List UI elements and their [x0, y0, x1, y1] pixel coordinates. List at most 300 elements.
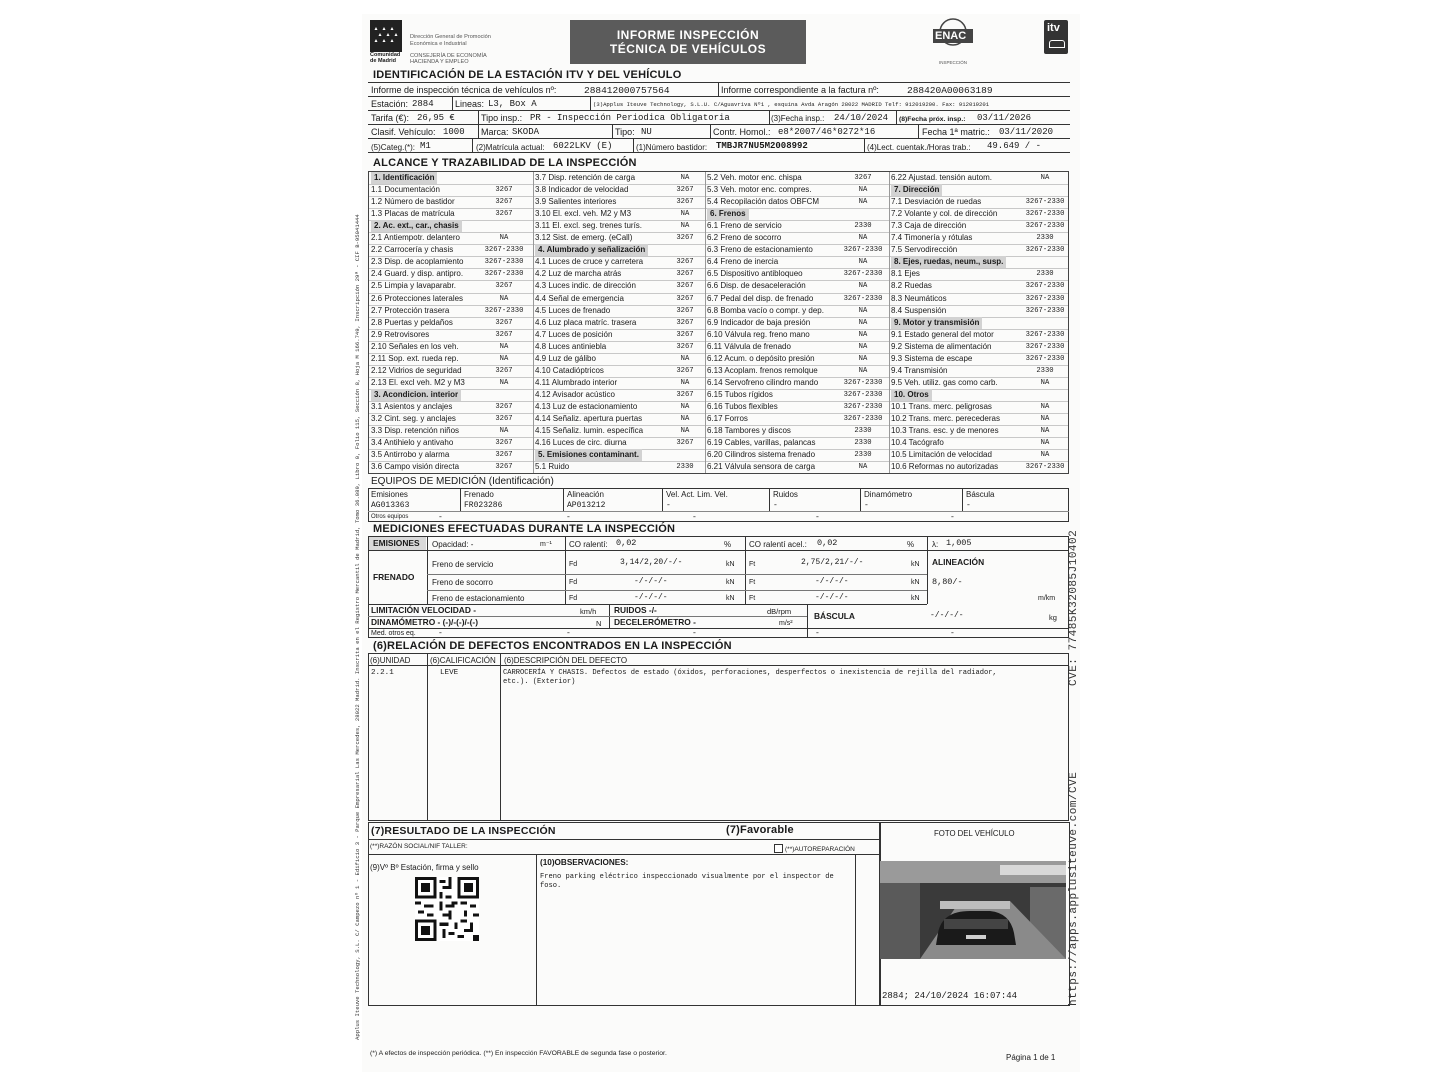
- clasif-value: 1000: [443, 127, 465, 137]
- autorep-label: (**)AUTOREPARACIÓN: [785, 846, 855, 853]
- ruidos-label: RUIDOS -/-: [614, 605, 657, 615]
- scope-item-value: 3267: [676, 198, 694, 207]
- servicio-label: Freno de servicio: [432, 560, 494, 569]
- scope-item: [533, 341, 705, 353]
- co-ralenti-label: CO ralentí:: [569, 540, 608, 549]
- scope-item-value: 3267: [495, 330, 513, 339]
- scope-item-value: NA: [858, 198, 868, 207]
- scope-item: [705, 196, 889, 208]
- co-acel-label: CO ralentí acel.:: [749, 540, 807, 549]
- scope-item-label: 2.13 El. excl veh. M2 y M3: [371, 377, 465, 387]
- scope-item-label: 5.3 Veh. motor enc. compres.: [707, 185, 812, 195]
- scope-item-value: 3267: [495, 463, 513, 472]
- scope-item-value: NA: [1040, 378, 1050, 387]
- eq-otros-label: Otros equipos: [371, 514, 409, 520]
- region-line-2: de Madrid: [370, 58, 396, 64]
- tipo-insp-value: PR - Inspección Periodica Obligatoria: [530, 113, 730, 123]
- scope-item: [533, 365, 705, 377]
- scope-item-label: 4.15 Señaliz. lumin. específica: [535, 426, 644, 436]
- scope-item-label: 2.9 Retrovisores: [371, 329, 430, 339]
- scope-item-value: 3267-2330: [1025, 330, 1065, 339]
- socorro-ft-unit: kN: [911, 579, 920, 586]
- scope-item-value: 3267: [495, 198, 513, 207]
- scope-item: [369, 172, 533, 184]
- scope-item-label: 6.11 Válvula de frenado: [707, 341, 791, 351]
- scope-item-value: 3267: [676, 390, 694, 399]
- scope-item: [369, 208, 533, 220]
- scope-item: [369, 413, 533, 425]
- scope-item: [533, 184, 705, 196]
- scope-item-label: 8.4 Suspensión: [891, 305, 947, 315]
- opacidad-unit: m⁻¹: [540, 541, 552, 548]
- tipo-value: NU: [641, 127, 652, 137]
- matricula-label: (2)Matrícula actual:: [476, 143, 545, 152]
- scope-item: [889, 341, 1068, 353]
- scope-item-label: 3.7 Disp. retención de carga: [535, 173, 636, 182]
- cve-url[interactable]: https://apps.applusiteuve.com/CVE: [1068, 771, 1080, 1006]
- scope-item-value: NA: [858, 463, 868, 472]
- defect-desc-line-2: etc.). (Exterior): [503, 678, 576, 686]
- page-number: Página 1 de 1: [1006, 1053, 1056, 1062]
- scope-item: [369, 184, 533, 196]
- scope-item-value: 3267: [495, 439, 513, 448]
- estac-ft-unit: kN: [911, 595, 920, 602]
- scope-item-label: 4.9 Luz de gálibo: [535, 353, 596, 363]
- scope-item-value: 3267-2330: [484, 270, 524, 279]
- lambda-label: λ:: [932, 540, 939, 549]
- scope-item-label: 10.4 Tacógrafo: [891, 438, 944, 448]
- tarifa-value: 26,95 €: [417, 113, 455, 123]
- scope-item-label: 6. Frenos: [707, 208, 749, 220]
- servicio-fd-value: 3,14/2,20/-/-: [620, 558, 683, 567]
- scope-item-label: 6.15 Tubos rígidos: [707, 389, 773, 399]
- scope-item-value: 3267-2330: [1025, 306, 1065, 315]
- matric-value: 03/11/2020: [999, 127, 1054, 137]
- scope-item-label: 8.2 Ruedas: [891, 281, 932, 291]
- scope-item-label: 3.10 El. excl. veh. M2 y M3: [535, 209, 632, 219]
- scope-item: [889, 461, 1068, 473]
- scope-item-label: 6.4 Freno de inercia: [707, 257, 779, 267]
- med-otros-dash-3: -: [692, 629, 697, 638]
- scope-item: [889, 365, 1068, 377]
- scope-item-value: NA: [499, 234, 509, 243]
- informe-label: Informe de inspección técnica de vehículos nº:: [371, 85, 557, 95]
- scope-item-value: 2330: [1036, 366, 1054, 375]
- scope-item-value: 3267-2330: [1025, 354, 1065, 363]
- scope-item: [533, 220, 705, 232]
- report-banner: [570, 20, 806, 64]
- scope-item-value: 2330: [1036, 270, 1054, 279]
- scope-item-label: 6.16 Tubos flexibles: [707, 401, 778, 411]
- scope-item-value: 2330: [676, 463, 694, 472]
- scope-item-label: 7.1 Desviación de ruedas: [891, 197, 982, 207]
- scope-item-value: 3267: [854, 174, 872, 182]
- scope-item-label: 7. Dirección: [891, 184, 942, 196]
- scope-item-value: NA: [680, 354, 690, 363]
- scope-item-label: 6.12 Acum. o depósito presión: [707, 353, 815, 363]
- scope-item: [705, 461, 889, 473]
- scope-item: [533, 401, 705, 413]
- scope-item: [705, 317, 889, 329]
- eq-otros-dash-5: -: [950, 513, 955, 522]
- eq-otros-dash-2: -: [566, 513, 571, 522]
- autorep-checkbox[interactable]: [774, 844, 783, 853]
- scope-item-value: 3267: [495, 282, 513, 291]
- alineacion-unit: m/km: [1038, 595, 1056, 602]
- col-descripcion: (6)DESCRIPCIÓN DEL DEFECTO: [504, 656, 628, 665]
- scope-item: [705, 401, 889, 413]
- scope-item-value: 3267: [676, 270, 694, 279]
- matric-label: Fecha 1ª matric.:: [922, 127, 990, 137]
- scope-item: [369, 280, 533, 292]
- scope-item: [889, 437, 1068, 449]
- scope-item-label: 9.1 Estado general del motor: [891, 329, 994, 339]
- scope-item-value: NA: [858, 318, 868, 327]
- factura-label: Informe correspondiente a la factura nº:: [721, 85, 879, 95]
- razon-label: (**)RAZÓN SOCIAL/NIF TALLER:: [370, 843, 468, 850]
- scope-item-label: 8. Ejes, ruedas, neum., susp.: [891, 256, 1006, 268]
- scope-item-value: 3267-2330: [843, 270, 883, 279]
- socorro-fd-unit: kN: [726, 579, 735, 586]
- scope-item: [533, 377, 705, 389]
- scope-item-value: 3267-2330: [843, 402, 883, 411]
- marca-value: SKODA: [512, 127, 540, 137]
- scope-item: [889, 220, 1068, 232]
- scope-item-label: 3.4 Antihielo y antivaho: [371, 438, 454, 448]
- scope-item: [533, 208, 705, 220]
- eq-frenado-value: FR023286: [464, 501, 503, 510]
- scope-item-label: 9. Motor y transmisión: [891, 317, 982, 329]
- scope-item: [369, 389, 533, 401]
- co-acel-value: 0,02: [817, 538, 838, 548]
- company-address: (3)Applus Iteuve Technology, S.L.U. C/Aguavriva Nº1 , esquina Avda Aragón 28022 MADRID Telf: 912019200. Fax: 912019201: [593, 101, 990, 108]
- scope-item-value: 3267-2330: [484, 306, 524, 315]
- scope-item: [533, 293, 705, 305]
- org-line-3: CONSEJERÍA DE ECONOMÍA: [410, 53, 487, 59]
- scope-item-label: 6.2 Freno de socorro: [707, 233, 782, 243]
- scope-item: [705, 220, 889, 232]
- scope-item-label: 6.9 Indicador de baja presión: [707, 317, 811, 327]
- enac-logo: [931, 17, 975, 79]
- defect-calificacion: LEVE: [440, 669, 459, 677]
- servicio-fd-unit: kN: [726, 561, 735, 568]
- scope-item-label: 3.3 Disp. retención niños: [371, 426, 460, 436]
- col-calificacion: (6)CALIFICACIÓN: [430, 656, 496, 665]
- scope-item: [533, 196, 705, 208]
- eq-dinamometro-label: Dinamómetro: [864, 490, 913, 499]
- scope-item-label: 7.4 Timonería y rótulas: [891, 233, 973, 243]
- med-frenado-label: FRENADO: [373, 572, 415, 582]
- scope-item-value: 3267: [676, 318, 694, 327]
- scope-item-label: 2.2 Carrocería y chasis: [371, 245, 454, 255]
- dinamo-unit: N: [596, 619, 602, 628]
- scope-item: [889, 389, 1068, 401]
- scope-item: [369, 305, 533, 317]
- scope-item-value: 3267-2330: [1025, 342, 1065, 351]
- scope-item: [533, 268, 705, 280]
- scope-item-label: 1. Identificación: [371, 172, 437, 184]
- scope-item-label: 4. Alumbrado y señalización: [535, 244, 648, 256]
- observaciones-line-2: foso.: [540, 882, 562, 890]
- scope-item-label: 4.2 Luz de marcha atrás: [535, 269, 622, 279]
- scope-item: [369, 232, 533, 244]
- decel-unit: m/s²: [779, 620, 793, 627]
- estac-fd-symbol: Fd: [569, 595, 578, 602]
- scope-item-label: 5.4 Recopilación datos OBFCM: [707, 197, 820, 207]
- cuentak-label: (4)Lect. cuentak./Horas trab.:: [867, 143, 971, 152]
- scope-item: [705, 184, 889, 196]
- scope-item: [369, 244, 533, 256]
- scope-item-label: 2.6 Protecciones laterales: [371, 293, 464, 303]
- scope-item-label: 8.3 Neumáticos: [891, 293, 947, 303]
- lineas-value: L3, Box A: [488, 99, 537, 109]
- scope-item-value: 3267: [676, 234, 694, 243]
- scope-item-label: 1.2 Número de bastidor: [371, 197, 455, 207]
- scope-item-label: 10.5 Limitación de velocidad: [891, 450, 992, 460]
- scope-item-value: 3267-2330: [1025, 222, 1065, 231]
- scope-item: [889, 244, 1068, 256]
- scope-item: [705, 413, 889, 425]
- scope-item-value: 3267: [676, 342, 694, 351]
- resultado-title: (7)RESULTADO DE LA INSPECCIÓN: [371, 825, 556, 837]
- limit-label: LIMITACIÓN VELOCIDAD -: [371, 605, 476, 615]
- fecha-insp-label: (3)Fecha insp.:: [771, 114, 825, 123]
- scope-item-value: NA: [680, 427, 690, 436]
- scope-item-value: NA: [858, 234, 868, 243]
- scope-item-label: 4.4 Señal de emergencia: [535, 293, 624, 303]
- scope-item-label: 9.2 Sistema de alimentación: [891, 341, 992, 351]
- scope-item-value: NA: [680, 222, 690, 231]
- scope-item-label: 5. Emisiones contaminant.: [535, 449, 642, 461]
- scope-item: [889, 401, 1068, 413]
- scope-item: [533, 425, 705, 437]
- scope-item-value: 3267-2330: [843, 415, 883, 423]
- socorro-fd-symbol: Fd: [569, 579, 578, 586]
- scope-item: [533, 280, 705, 292]
- scope-item-label: 10. Otros: [891, 389, 932, 401]
- resultado-value: (7)Favorable: [726, 824, 794, 836]
- scope-item-value: NA: [1040, 439, 1050, 448]
- scope-item-value: 3267-2330: [843, 246, 883, 255]
- scope-item-value: 3267: [676, 330, 694, 339]
- org-line-1: Dirección General de Promoción: [410, 34, 491, 40]
- eq-alineacion-label: Alineación: [567, 490, 604, 499]
- scope-item: [533, 353, 705, 365]
- scope-item-label: 6.3 Freno de estacionamiento: [707, 245, 813, 255]
- med-otros-dash-1: -: [438, 629, 443, 638]
- scope-item: [369, 220, 533, 232]
- cuentak-value: 49.649 / -: [987, 141, 1042, 151]
- scope-item-value: 3267-2330: [1025, 198, 1065, 207]
- scope-item: [889, 172, 1068, 184]
- scope-item-label: 7.3 Caja de dirección: [891, 221, 967, 231]
- scope-item-label: 5.2 Veh. motor enc. chispa: [707, 173, 802, 182]
- scope-item: [705, 172, 889, 184]
- eq-alineacion-value: AP013212: [567, 501, 606, 510]
- scope-item: [369, 329, 533, 341]
- scope-item-value: 3267-2330: [1025, 210, 1065, 219]
- scope-item: [889, 268, 1068, 280]
- scope-item-value: NA: [1040, 415, 1050, 423]
- scope-item: [889, 377, 1068, 389]
- scope-item: [533, 244, 705, 256]
- scope-item-label: 6.10 Válvula reg. freno mano: [707, 329, 810, 339]
- scope-item-value: NA: [499, 354, 509, 363]
- region-line-1: Comunidad: [370, 52, 401, 58]
- scope-item-label: 4.3 Luces indic. de dirección: [535, 281, 636, 291]
- scope-item: [705, 377, 889, 389]
- scope-item-label: 9.3 Sistema de escape: [891, 353, 973, 363]
- scope-item-label: 2.7 Protección trasera: [371, 305, 450, 315]
- scope-item-label: 6.6 Disp. de desaceleración: [707, 281, 806, 291]
- eq-otros-value: -: [438, 513, 443, 522]
- scope-item-label: 3.11 El. excl. seg. trenes turís.: [535, 221, 643, 231]
- med-otros-dash-4: -: [815, 629, 820, 638]
- scope-item: [369, 401, 533, 413]
- scope-item: [705, 449, 889, 461]
- scope-item-label: 3. Acondicion. interior: [371, 389, 461, 401]
- scope-item: [889, 280, 1068, 292]
- scope-item-value: 3267: [676, 258, 694, 267]
- scope-item-label: 10.3 Trans. esc. y de menores: [891, 426, 999, 436]
- scope-item-label: 2. Ac. ext., car., chasis: [371, 220, 462, 232]
- eq-otros-dash-4: -: [815, 513, 820, 522]
- bascula-label: BÁSCULA: [814, 611, 855, 621]
- scope-item-label: 1.1 Documentación: [371, 185, 440, 195]
- scope-item-value: NA: [858, 342, 868, 351]
- scope-item-label: 4.1 Luces de cruce y carretera: [535, 257, 644, 267]
- scope-item: [889, 425, 1068, 437]
- scope-item-value: NA: [680, 402, 690, 411]
- bastidor-label: (1)Número bastidor:: [636, 143, 708, 152]
- banner-line-1: INFORME INSPECCIÓN: [616, 28, 760, 42]
- scope-item: [533, 317, 705, 329]
- scope-item-label: 6.14 Servofreno cilindro mando: [707, 377, 819, 387]
- estac-label: Freno de estacionamiento: [432, 594, 525, 603]
- scope-item-value: 3267: [495, 318, 513, 327]
- scope-item: [889, 293, 1068, 305]
- scope-item: [369, 256, 533, 268]
- scope-item-value: NA: [499, 427, 509, 436]
- scope-item-label: 10.1 Trans. merc. peligrosas: [891, 401, 992, 411]
- scope-item-value: NA: [858, 354, 868, 363]
- scope-item: [705, 389, 889, 401]
- scope-item-value: NA: [858, 282, 868, 291]
- scope-item: [705, 280, 889, 292]
- defectos-title: (6)RELACIÓN DE DEFECTOS ENCONTRADOS EN LA INSPECCIÓN: [373, 640, 732, 652]
- eq-bascula-value: -: [966, 501, 971, 510]
- servicio-ft-symbol: Ft: [749, 561, 756, 568]
- scope-item-label: 4.7 Luces de posición: [535, 329, 613, 339]
- defect-unidad: 2.2.1: [371, 669, 394, 677]
- lineas-label: Lineas:: [455, 99, 485, 109]
- eq-velact-label: Vel. Act. Lim. Vel.: [666, 490, 728, 499]
- scope-item-value: NA: [1040, 451, 1050, 460]
- scope-item-value: NA: [858, 306, 868, 315]
- scope-item-label: 6.18 Tambores y discos: [707, 426, 791, 436]
- scope-item-label: 3.8 Indicador de velocidad: [535, 185, 629, 195]
- scope-item-value: 3267: [676, 439, 694, 448]
- scope-item-value: 3267: [495, 415, 513, 423]
- tipo-insp-label: Tipo insp.:: [481, 113, 523, 123]
- scope-item-label: 7.5 Servodirección: [891, 245, 958, 255]
- scope-item-label: 4.12 Avisador acústico: [535, 389, 615, 399]
- med-emisiones-label: EMISIONES: [373, 538, 420, 548]
- org-line-2: Económica e Industrial: [410, 41, 467, 47]
- opacidad-label: Opacidad: -: [432, 540, 474, 549]
- scope-item: [369, 353, 533, 365]
- scope-item-label: 1.3 Placas de matrícula: [371, 209, 455, 219]
- scope-item-label: 4.8 Luces antiniebla: [535, 341, 607, 351]
- scope-item: [533, 329, 705, 341]
- servicio-ft-unit: kN: [911, 561, 920, 568]
- scope-item: [705, 244, 889, 256]
- scope-item: [705, 232, 889, 244]
- categ-value: M1: [420, 141, 431, 151]
- scope-item: [533, 172, 705, 184]
- scope-item: [705, 365, 889, 377]
- scope-item-label: 4.13 Luz de estacionamiento: [535, 401, 638, 411]
- scope-item: [705, 305, 889, 317]
- scope-item-value: 3267-2330: [484, 246, 524, 255]
- identification-title: IDENTIFICACIÓN DE LA ESTACIÓN ITV Y DEL VEHÍCULO: [373, 69, 682, 81]
- scope-item-value: 3267: [495, 451, 513, 460]
- defect-desc-line-1: CARROCERÍA Y CHASIS. Defectos de estado (óxidos, perforaciones, desperfectos o inexistencia de rejilla del radiador,: [503, 669, 997, 677]
- scope-item: [705, 341, 889, 353]
- scope-item: [533, 461, 705, 473]
- alineacion-value: 8,80/-: [932, 577, 963, 587]
- enac-sub: INSPECCIÓN: [939, 60, 968, 65]
- scope-item: [705, 208, 889, 220]
- scope-item: [533, 437, 705, 449]
- lambda-value: 1,005: [946, 538, 972, 548]
- inspection-scope-grid: [368, 171, 1069, 474]
- scope-item-value: 2330: [854, 439, 872, 448]
- scope-item-value: 3267: [495, 210, 513, 219]
- homol-value: e8*2007/46*0272*16: [778, 127, 876, 137]
- servicio-ft-value: 2,75/2,21/-/-: [801, 558, 864, 567]
- servicio-fd-symbol: Fd: [569, 561, 578, 568]
- scope-item: [533, 256, 705, 268]
- car-icon: [1049, 40, 1065, 48]
- estac-fd-value: -/-/-/-: [634, 593, 668, 602]
- scope-item: [369, 268, 533, 280]
- scope-item-label: 2.11 Sop. ext. rueda rep.: [371, 353, 459, 363]
- scope-item-label: 2.3 Disp. de acoplamiento: [371, 257, 464, 267]
- clasif-label: Clasif. Vehículo:: [371, 127, 436, 137]
- scope-item: [705, 437, 889, 449]
- scope-item-label: 6.17 Forros: [707, 414, 748, 423]
- scope-item-label: 8.1 Ejes: [891, 269, 920, 279]
- eq-emisiones-label: Emisiones: [371, 490, 408, 499]
- scope-item-value: 3267: [676, 294, 694, 303]
- scope-item-label: 3.9 Salientes interiores: [535, 197, 617, 207]
- scope-item: [533, 389, 705, 401]
- comunidad-madrid-logo: [370, 20, 402, 54]
- socorro-ft-value: -/-/-/-: [815, 577, 849, 586]
- scope-item: [889, 196, 1068, 208]
- scope-item-value: NA: [680, 210, 690, 219]
- scope-item-value: NA: [1040, 427, 1050, 436]
- scope-item-label: 3.6 Campo visión directa: [371, 462, 460, 472]
- fecha-insp-value: 24/10/2024: [834, 113, 889, 123]
- scope-item-label: 4.11 Alumbrado interior: [535, 377, 618, 387]
- socorro-ft-symbol: Ft: [749, 579, 756, 586]
- co-ralenti-value: 0,02: [616, 538, 637, 548]
- scope-item: [369, 449, 533, 461]
- eq-dinamometro-value: -: [864, 501, 869, 510]
- scope-item: [369, 293, 533, 305]
